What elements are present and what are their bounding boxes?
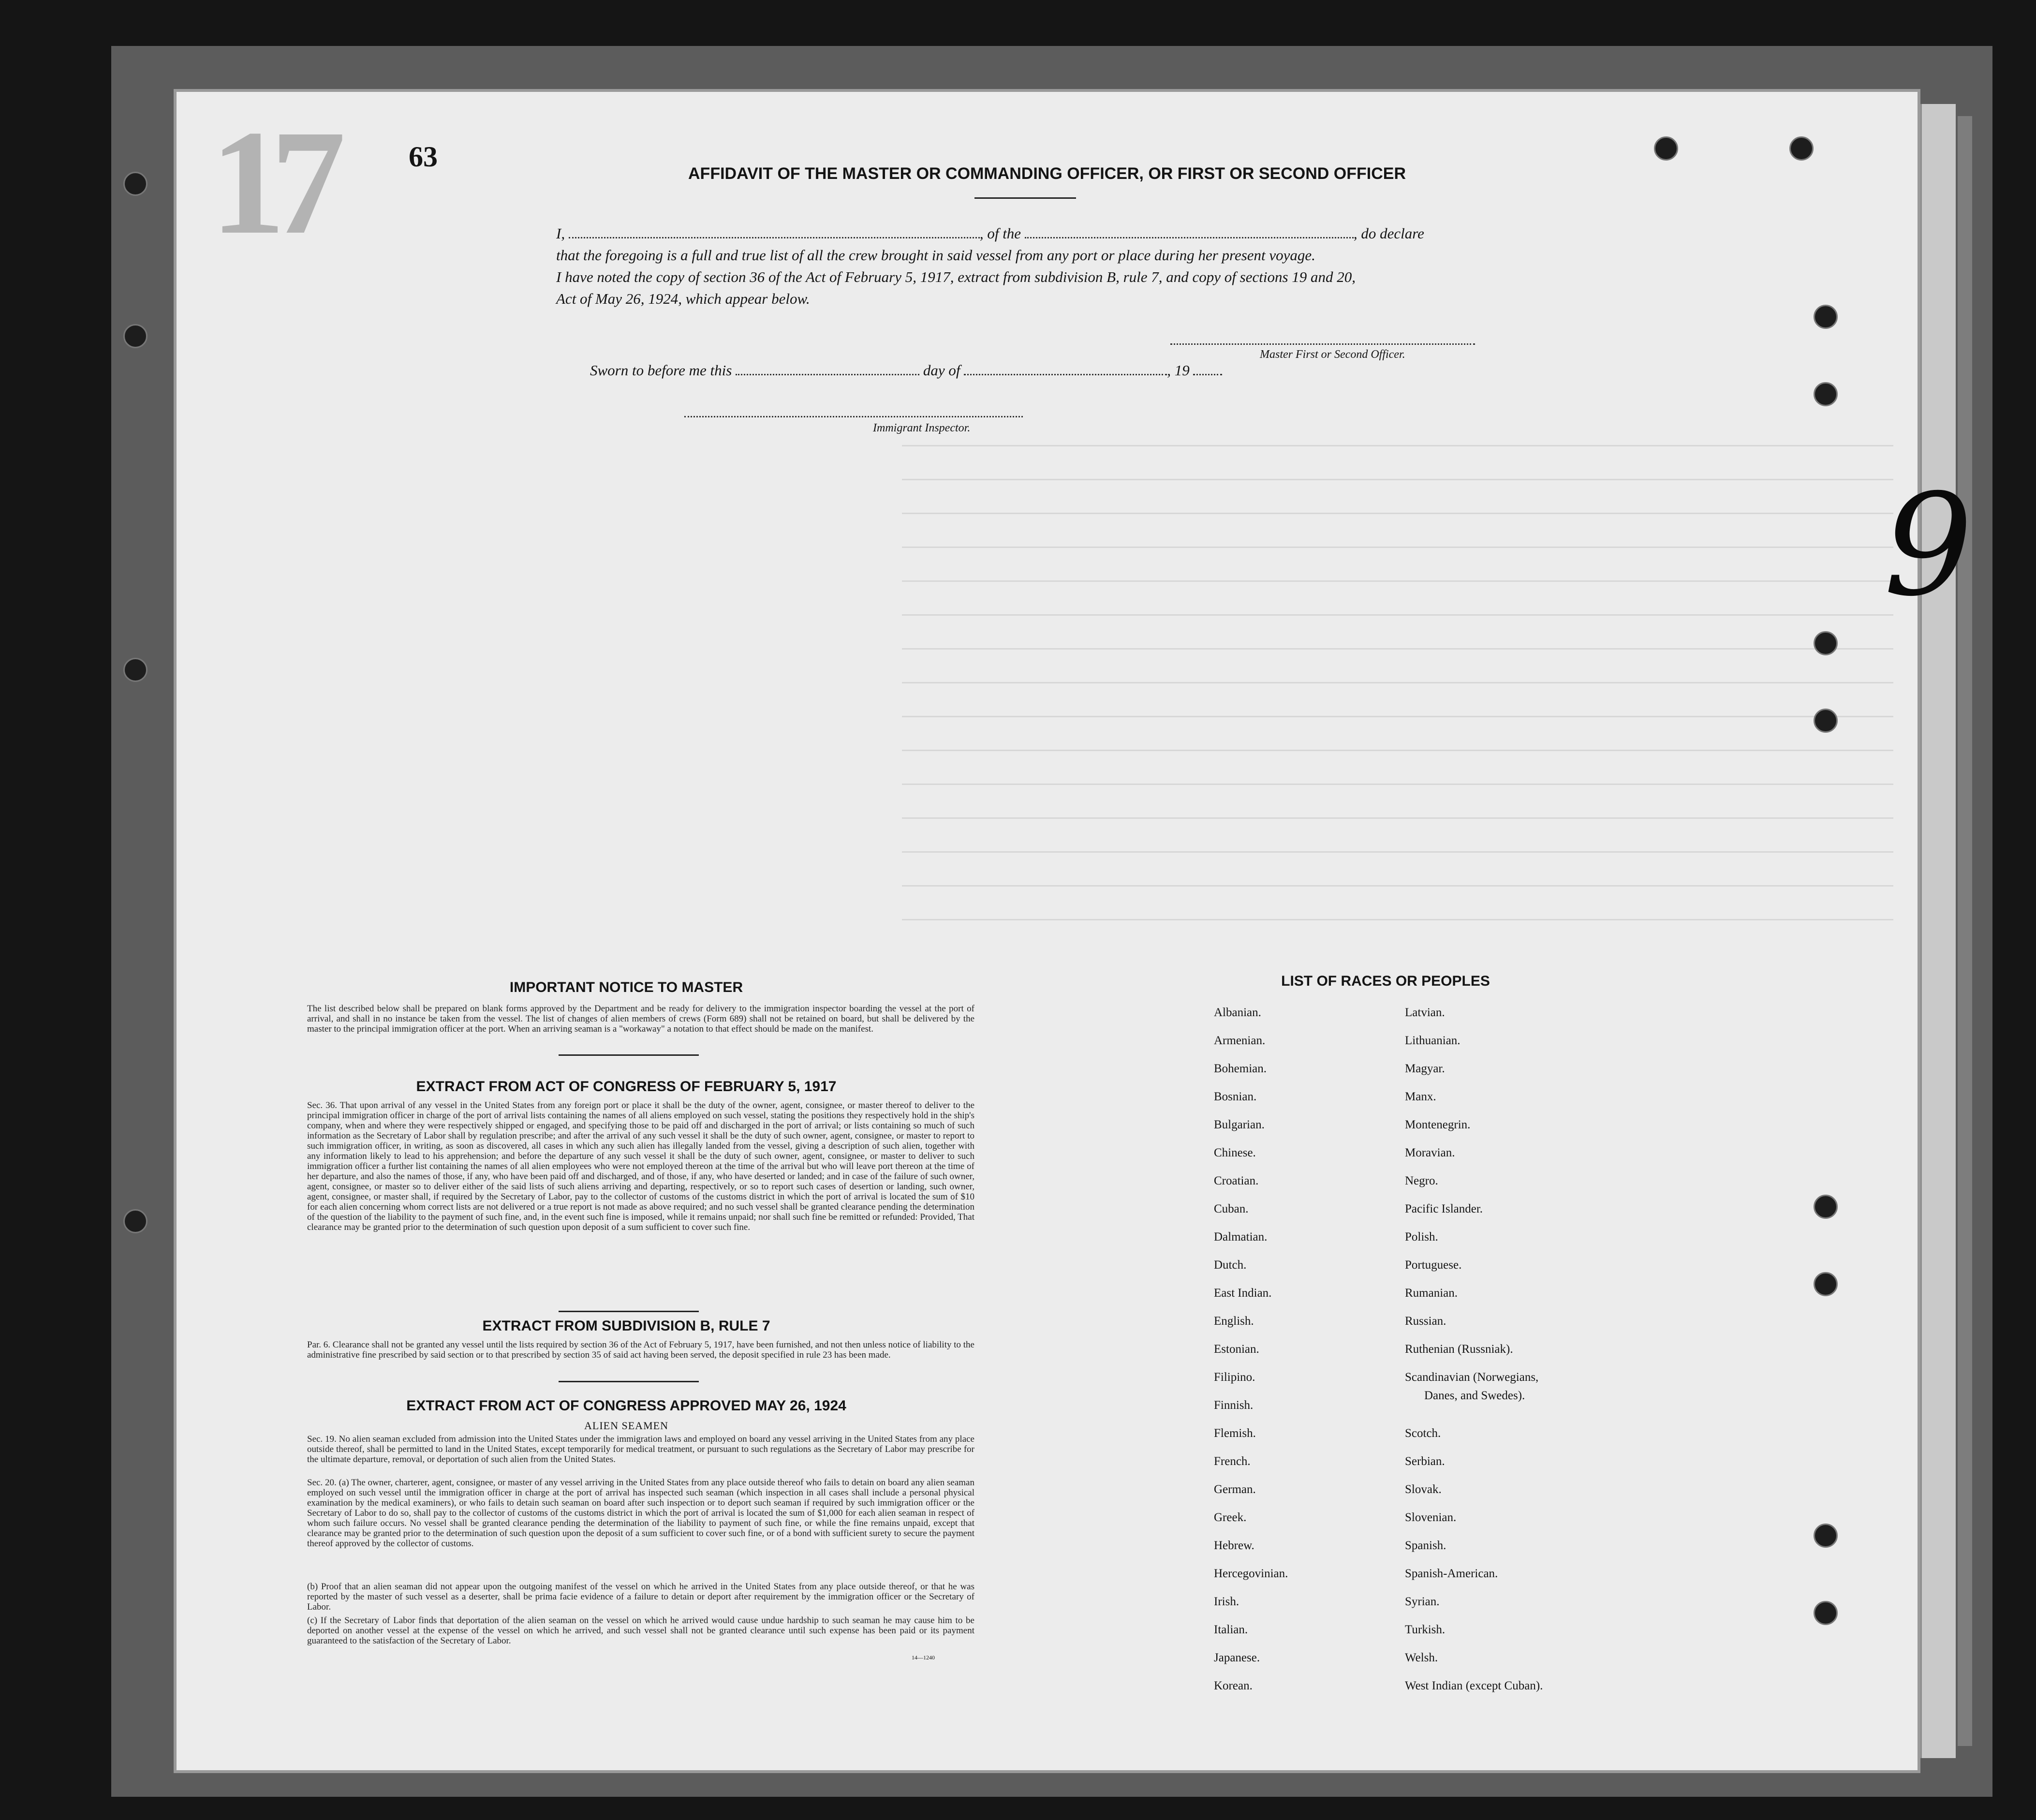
bleed-through-row <box>902 784 1893 785</box>
race-item: Scotch. <box>1405 1427 1441 1440</box>
page-edge <box>1920 104 1956 1758</box>
race-item: Greek. <box>1214 1511 1247 1524</box>
race-item: Scandinavian (Norwegians, <box>1405 1371 1539 1384</box>
binder-hole <box>1814 709 1838 733</box>
race-item: French. <box>1214 1455 1251 1468</box>
binder-hole <box>1814 1195 1838 1219</box>
race-item: English. <box>1214 1315 1254 1328</box>
race-item: German. <box>1214 1483 1256 1496</box>
race-item: Armenian. <box>1214 1034 1266 1047</box>
bleed-through-row <box>902 513 1893 514</box>
race-item: Hebrew. <box>1214 1539 1254 1552</box>
title-rule <box>974 197 1076 199</box>
decl-of: , of the <box>979 225 1021 242</box>
bleed-through-row <box>902 445 1893 446</box>
extract-rule7-title: EXTRACT FROM SUBDIVISION B, RULE 7 <box>482 1318 770 1334</box>
sworn-prefix: Sworn to before me this <box>590 362 732 379</box>
race-item: Syrian. <box>1405 1595 1440 1608</box>
race-item: West Indian (except Cuban). <box>1405 1679 1543 1692</box>
decl-declare: , do declare <box>1353 225 1424 242</box>
bleed-through-row <box>902 547 1893 548</box>
binder-hole <box>1654 136 1678 161</box>
race-item: Negro. <box>1405 1174 1438 1187</box>
extract-1924-sec20a: Sec. 20. (a) The owner, charterer, agent, consignee, or master of any vessel arriving in the United States from any place outside thereof who fails to detain on board any alien seaman employed on such vessel until the immigration officer in charge at the port of arrival has inspected such seaman (which inspection in all cases shall include a personal physical examination by the medical examiners), or who fails to detain such seaman on board after such inspection or to deport such seaman if required by such immigration officer or the Secretary of Labor to do so, shall pay to the collector of customs of the customs district in which the port of arrival is located the sum of $1,000 for each alien seaman in respect of whom such failure occurs. No vessel shall be granted clearance pending the determination of the liability to payment of such fine, or while the fine remains unpaid, except that clearance may be granted prior to the determination of such question upon the deposit of a sum sufficient to cover such fine, or of a bond with sufficient surety to secure the payment thereof approved by the collector of customs. <box>307 1478 974 1549</box>
declaration-line-3: I have noted the copy of section 36 of the Act of February 5, 1917, extract from subdivision B, rule 7, and copy of sections 19 and 20, <box>556 268 1356 285</box>
race-item: Lithuanian. <box>1405 1034 1461 1047</box>
race-item: Bulgarian. <box>1214 1118 1265 1131</box>
vessel-blank <box>1025 237 1354 238</box>
race-item: Albanian. <box>1214 1006 1261 1019</box>
section-divider <box>559 1311 699 1312</box>
name-blank <box>569 237 980 238</box>
extract-1917-title: EXTRACT FROM ACT OF CONGRESS OF FEBRUARY 5, 1917 <box>416 1079 837 1095</box>
race-item: Filipino. <box>1214 1371 1255 1384</box>
race-item: Japanese. <box>1214 1651 1260 1664</box>
race-item: Estonian. <box>1214 1343 1259 1356</box>
race-item: Portuguese. <box>1405 1258 1462 1272</box>
race-item: Croatian. <box>1214 1174 1259 1187</box>
affidavit-title: AFFIDAVIT OF THE MASTER OR COMMANDING OFFICER, OR FIRST OR SECOND OFFICER <box>688 164 1406 183</box>
section-divider <box>559 1381 699 1382</box>
race-item: Hercegovinian. <box>1214 1567 1288 1580</box>
race-item: Flemish. <box>1214 1427 1256 1440</box>
race-item: Moravian. <box>1405 1146 1455 1159</box>
binder-hole <box>1814 1272 1838 1296</box>
extract-1924-title: EXTRACT FROM ACT OF CONGRESS APPROVED MAY 26, 1924 <box>406 1398 846 1414</box>
binder-hole <box>1814 382 1838 406</box>
race-item: Finnish. <box>1214 1399 1254 1412</box>
binder-hole <box>123 172 148 196</box>
extract-1924-sec20b: (b) Proof that an alien seaman did not appear upon the outgoing manifest of the vessel on which he arrived in the United States from any place outside thereof, or that he was reported by the master of such vessel as a deserter, shall be prima facie evidence of a failure to detain or deport after requirement by the immigration officer or the Secretary of Labor. <box>307 1582 974 1612</box>
race-item: Danes, and Swedes). <box>1424 1389 1525 1402</box>
bleed-through-row <box>902 716 1893 717</box>
race-item: Manx. <box>1405 1090 1436 1103</box>
race-item: Dutch. <box>1214 1258 1247 1272</box>
binder-hole <box>1814 305 1838 329</box>
extract-1917-text: Sec. 36. That upon arrival of any vessel in the United States from any foreign port or place it shall be the duty of the owner, agent, consignee, or master thereof to deliver to the principal immigration officer in charge of the port of arrival lists containing the names of all aliens employed on such vessel, stating the positions they respectively hold in the ship's company, when and where they were respectively shipped or engaged, and specifying those to be paid off and discharged in the port of arrival; or lists containing so much of such information as the Secretary of Labor shall by regulation prescribe; and after the arrival of any such vessel it shall be the duty of such owner, agent, consignee, or master to report to such immigration officer, in writing, as soon as discovered, all cases in which any such alien has illegally landed from the vessel, giving a description of such alien, together with any information likely to lead to his apprehension; and before the departure of any such vessel it shall be the duty of such owner, agent, consignee, or master to deliver to such immigration officer a further list containing the names of all alien employees who were not employed thereon at the time of the arrival but who will leave port thereon at the time of her departure, and also the names of those, if any, who have been paid off and discharged, and of those, if any, who have deserted or landed; and in case of the failure of such owner, agent, consignee, or master so to deliver either of the said lists of such aliens arriving and departing, respectively, or so to report such cases of desertion or landing, such owner, agent, consignee, or master shall, if required by the Secretary of Labor, pay to the collector of customs of the customs district in which the port of arrival is located the sum of $10 for each alien concerning whom correct lists are not delivered or a true report is not made as above required; and no such vessel shall be granted clearance pending the determination of the question of the liability to the payment of such fine, and, in the event such fine is imposed, while it remains unpaid; nor shall such fine be remitted or refunded: Provided, That clearance may be granted prior to the determination of such question upon deposit of a sum sufficient to cover such fine. <box>307 1100 974 1232</box>
declaration-line-4: Act of May 26, 1924, which appear below. <box>556 290 810 307</box>
race-item: Italian. <box>1214 1623 1248 1636</box>
race-item: Welsh. <box>1405 1651 1438 1664</box>
race-item: Bosnian. <box>1214 1090 1257 1103</box>
bleed-through-row <box>902 614 1893 616</box>
races-title: LIST OF RACES OR PEOPLES <box>1281 973 1490 989</box>
sworn-year: , 19 <box>1167 362 1190 379</box>
sworn-year-blank <box>1193 374 1222 375</box>
declaration-line-2: that the foregoing is a full and true list of all the crew brought in said vessel from any port or place during her present voyage. <box>556 247 1315 264</box>
notice-text: The list described below shall be prepared on blank forms approved by the Department and be ready for delivery to the immigration inspector boarding the vessel at the port of arrival, and shall in no instance be taken from the vessel. The list of changes of alien members of crews (Form 689) shall not be retained on board, but shall be delivered by the master to the principal immigration officer at the port. When an arriving seaman is a "workaway" a notation to that effect should be made on the manifest. <box>307 1004 974 1034</box>
race-item: Rumanian. <box>1405 1287 1458 1300</box>
page-edge-shadow <box>1958 116 1972 1746</box>
sworn-day-of: day of <box>923 362 960 379</box>
bleed-through-row <box>902 919 1893 920</box>
form-number: 14—1240 <box>912 1654 935 1661</box>
race-item: Irish. <box>1214 1595 1239 1608</box>
race-item: Pacific Islander. <box>1405 1202 1483 1215</box>
race-item: Latvian. <box>1405 1006 1445 1019</box>
bleed-through-row <box>902 682 1893 683</box>
bleed-through-row <box>902 851 1893 853</box>
race-item: Ruthenian (Russniak). <box>1405 1343 1513 1356</box>
bleed-through-row <box>902 817 1893 819</box>
extract-rule7-text: Par. 6. Clearance shall not be granted any vessel until the lists required by section 36 of the Act of February 5, 1917, have been furnished, and not then unless notice of liability to the administrative fine prescribed by said section or to that prescribed by section 35 of said act having been served, the deposit specified in rule 23 has been made. <box>307 1340 974 1360</box>
binder-hole <box>1814 631 1838 655</box>
inspector-signature-line <box>684 416 1023 417</box>
notice-title: IMPORTANT NOTICE TO MASTER <box>509 979 743 995</box>
bleed-through-row <box>902 580 1893 582</box>
binder-hole <box>123 658 148 682</box>
margin-page-number: 17 <box>210 100 331 266</box>
binder-hole <box>1814 1601 1838 1625</box>
bleed-through-row <box>902 648 1893 650</box>
race-item: Magyar. <box>1405 1062 1445 1075</box>
sworn-month-blank <box>964 374 1167 375</box>
binder-hole <box>1814 1524 1838 1548</box>
extract-1924-sec19: Sec. 19. No alien seaman excluded from admission into the United States under the immigration laws and employed on board any vessel arriving in the United States from any place outside thereof, shall be permitted to land in the United States, except temporarily for medical treatment, or pursuant to such regulations as the Secretary of Labor may prescribe for the ultimate departure, removal, or deportation of such alien from the United States. <box>307 1434 974 1465</box>
sworn-day-blank <box>736 374 919 375</box>
race-item: Dalmatian. <box>1214 1230 1268 1243</box>
binder-hole <box>1789 136 1814 161</box>
manifest-sheet <box>177 92 1973 1770</box>
race-item: East Indian. <box>1214 1287 1272 1300</box>
master-label: Master First or Second Officer. <box>1260 348 1405 361</box>
race-item: Korean. <box>1214 1679 1253 1692</box>
declaration-line-1 <box>556 225 1424 242</box>
race-item: Bohemian. <box>1214 1062 1267 1075</box>
binder-hole <box>123 1209 148 1233</box>
corner-mark: 63 <box>409 141 438 173</box>
handwritten-sheet-number: 9 <box>1884 464 1973 627</box>
section-divider <box>559 1054 699 1056</box>
race-item: Spanish. <box>1405 1539 1446 1552</box>
bleed-through-row <box>902 750 1893 751</box>
race-item: Chinese. <box>1214 1146 1256 1159</box>
extract-1924-sec20c: (c) If the Secretary of Labor finds that deportation of the alien seaman on the vessel on which he arrived would cause undue hardship to such seaman he may cause him to be deported on another vessel at the expense of the vessel on which he arrived, and such vessel shall not be granted clearance until such expense has been paid or its payment guaranteed to the satisfaction of the Secretary of Labor. <box>307 1615 974 1646</box>
race-item: Polish. <box>1405 1230 1438 1243</box>
binder-hole <box>123 324 148 348</box>
race-item: Cuban. <box>1214 1202 1249 1215</box>
race-item: Montenegrin. <box>1405 1118 1471 1131</box>
race-item: Turkish. <box>1405 1623 1446 1636</box>
sworn-line <box>590 362 1222 379</box>
race-item: Serbian. <box>1405 1455 1445 1468</box>
bleed-through-row <box>902 479 1893 480</box>
race-item: Slovenian. <box>1405 1511 1457 1524</box>
race-item: Russian. <box>1405 1315 1446 1328</box>
bleed-through-row <box>902 885 1893 887</box>
master-signature-line <box>1170 343 1475 345</box>
decl-i: I, <box>556 225 565 242</box>
race-item: Spanish-American. <box>1405 1567 1498 1580</box>
extract-1924-subtitle: ALIEN SEAMEN <box>584 1420 668 1432</box>
inspector-label: Immigrant Inspector. <box>873 422 971 434</box>
race-item: Slovak. <box>1405 1483 1442 1496</box>
